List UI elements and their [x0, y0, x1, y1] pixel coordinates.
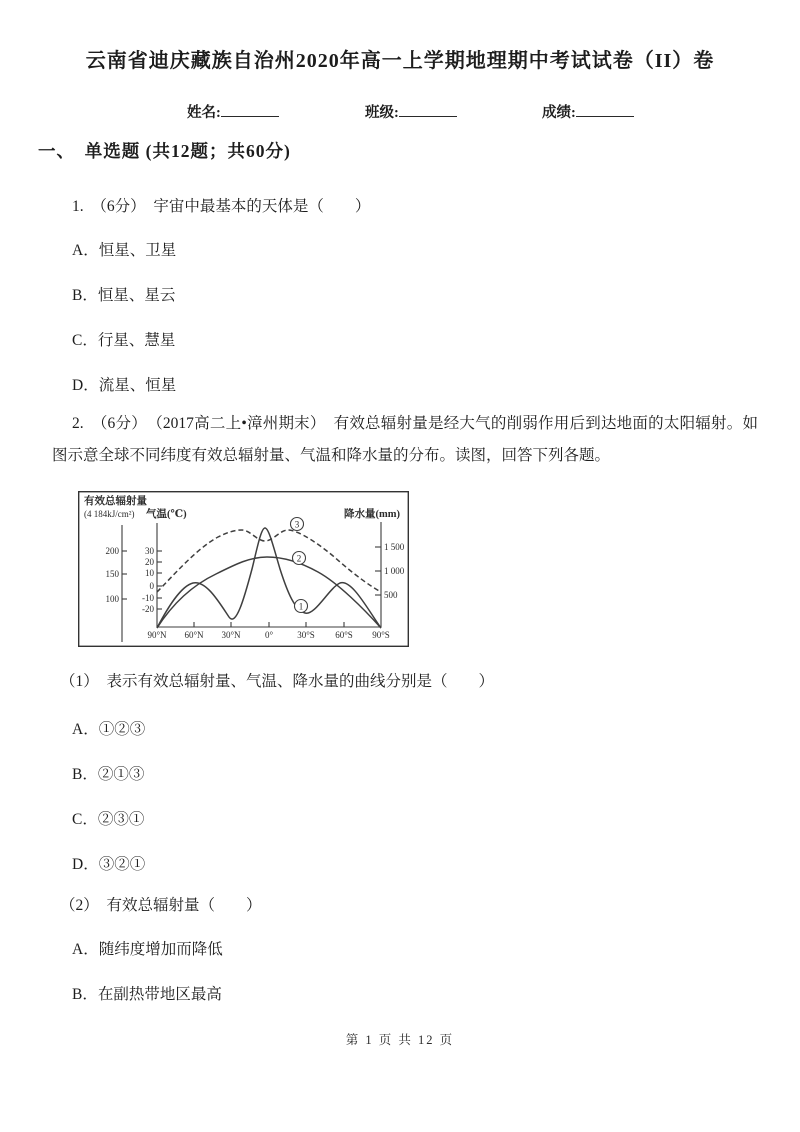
x-label-30s: 30°S — [297, 630, 315, 640]
latitude-distribution-chart — [78, 491, 409, 647]
temp-tick-minus20: -20 — [142, 604, 154, 614]
question-2-sub1-option-a: A．①②③ — [72, 721, 146, 738]
temperature-axis-title: 气温(℃) — [146, 509, 187, 520]
radiation-tick-100: 100 — [105, 594, 119, 604]
temp-tick-10: 10 — [145, 568, 154, 578]
question-1-stem: 1. （6分） 宇宙中最基本的天体是（ ） — [72, 198, 371, 215]
curve-label-2 — [293, 552, 306, 565]
radiation-tick-200: 200 — [105, 546, 119, 556]
question-2-sub1-option-c: C．②③① — [72, 811, 145, 828]
question-2-sub1-stem: （1） 表示有效总辐射量、气温、降水量的曲线分别是（ ） — [60, 673, 495, 690]
precip-tick-500: 500 — [384, 590, 398, 600]
page-title: 云南省迪庆藏族自治州2020年高一上学期地理期中考试试卷（II）卷 — [85, 50, 715, 72]
question-2-figure — [78, 491, 409, 647]
page-number-footer: 第 1 页 共 12 页 — [345, 1033, 455, 1047]
question-2-sub1-option-b: B．②①③ — [72, 766, 145, 783]
temp-tick-0: 0 — [149, 581, 154, 591]
precip-tick-1500: 1 500 — [384, 542, 405, 552]
precip-tick-1000: 1 000 — [384, 566, 405, 576]
question-2-sub2-stem: （2） 有效总辐射量（ ） — [60, 897, 262, 914]
score-label: 成绩: — [542, 105, 576, 121]
score-field — [542, 101, 634, 122]
x-label-0: 0° — [264, 630, 274, 640]
x-label-90s: 90°S — [372, 630, 390, 640]
question-2-sub2-option-b: B．在副热带地区最高 — [72, 986, 222, 1003]
question-1-option-c: C．行星、慧星 — [72, 332, 176, 349]
question-1-option-a: A．恒星、卫星 — [72, 242, 177, 259]
svg-text:1: 1 — [298, 601, 304, 612]
score-blank-line — [576, 102, 634, 117]
question-1-option-d: D．流星、恒星 — [72, 377, 177, 394]
name-label: 姓名: — [187, 105, 221, 121]
temp-tick-minus10: -10 — [142, 593, 154, 603]
question-2-sub1-option-d: D．③②① — [72, 856, 146, 873]
x-label-60n: 60°N — [184, 630, 204, 640]
x-label-90n: 90°N — [147, 630, 167, 640]
precipitation-axis-title: 降水量(mm) — [344, 509, 400, 520]
x-label-30n: 30°N — [221, 630, 241, 640]
question-1-option-b: B．恒星、星云 — [72, 287, 176, 304]
class-label: 班级: — [365, 105, 399, 121]
question-2-sub2-option-a: A．随纬度增加而降低 — [72, 941, 223, 958]
temp-tick-20: 20 — [145, 557, 154, 567]
name-field — [187, 101, 279, 122]
class-blank-line — [399, 102, 457, 117]
radiation-axis-unit: (4 184kJ/cm²) — [84, 509, 135, 519]
svg-text:2: 2 — [296, 553, 302, 564]
curve-label-3 — [291, 518, 304, 531]
name-blank-line — [221, 102, 279, 117]
question-2-stem: 2. （6分） （2017高二上•漳州期末） 有效总辐射量是经大气的削弱作用后到达地面的太阳辐射。如图示意全球不同纬度有效总辐射量、气温和降水量的分布。读图，回答下列各题。 — [52, 415, 758, 464]
radiation-axis-title: 有效总辐射量 — [84, 496, 147, 507]
section-heading: 一、 单选题 (共12题；共60分) — [38, 141, 291, 161]
temp-tick-30: 30 — [145, 546, 154, 556]
class-field — [365, 101, 457, 122]
curve-label-1 — [295, 600, 308, 613]
svg-text:3: 3 — [294, 519, 300, 530]
radiation-tick-150: 150 — [105, 569, 119, 579]
x-label-60s: 60°S — [335, 630, 353, 640]
